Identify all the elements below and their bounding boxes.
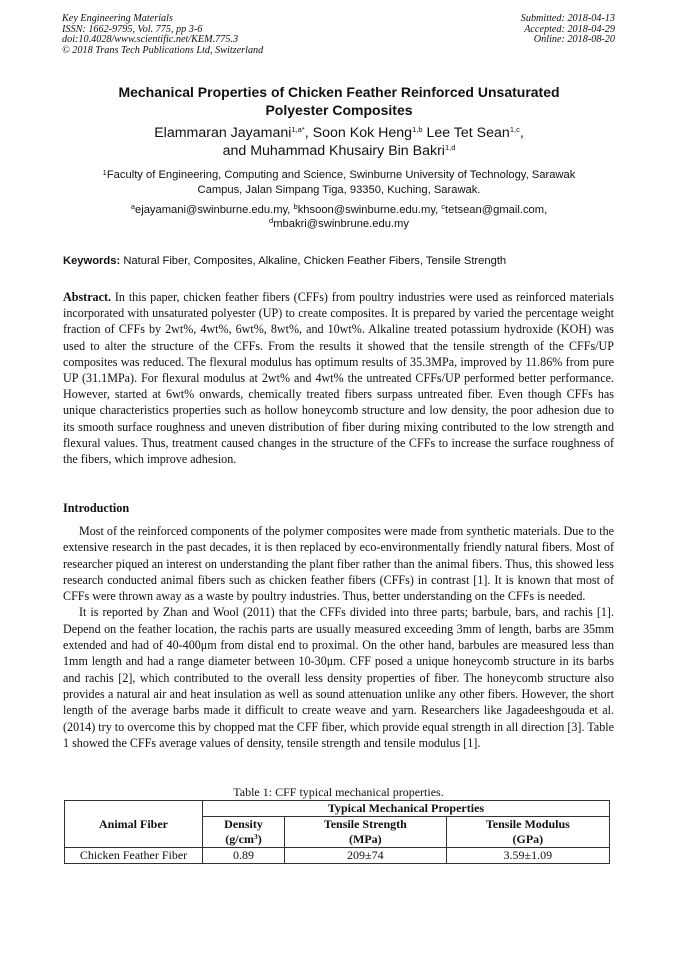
author-name: Elammaran Jayamani bbox=[154, 125, 292, 141]
dates-header bbox=[521, 14, 615, 46]
journal-name: Key Engineering Materials bbox=[62, 13, 173, 24]
journal-doi: doi:10.4028/www.scientific.net/KEM.775.3 bbox=[62, 34, 239, 46]
author-emails: $^a$ejayamani@swinburne.edu.my, $^b$khsoon@swinburne.edu.my, $^c$tetsean@gmail.com, $^d$mbakri@swinbrune.edu.my bbox=[130, 202, 548, 230]
table-cell-tensile-strength: 209±74 bbox=[285, 848, 447, 864]
table-row bbox=[65, 848, 610, 864]
journal-issn: ISSN: 1662-9795, Vol. 775, pp 3-6 bbox=[62, 23, 203, 35]
keywords-text: Natural Fiber, Composites, Alkaline, Chicken Feather Fibers, Tensile Strength bbox=[123, 255, 507, 267]
table-group-header: Typical Mechanical Properties bbox=[203, 801, 610, 817]
table-cell-tensile-modulus: 3.59±1.09 bbox=[446, 848, 609, 864]
table-header-tensile-strength: Tensile Strength (MPa) bbox=[285, 817, 447, 848]
affiliation: $^1$Faculty of Engineering, Computing and Science, Swinburne University of Technology, Sarawak Campus, Jalan Simpang Tiga, 93350, Kuching, Sarawak. bbox=[102, 168, 576, 196]
date-accepted: Accepted: 2018-04-29 bbox=[524, 23, 615, 35]
table-header-density: Density $(g/cm^3)$ bbox=[203, 817, 285, 848]
introduction-body bbox=[63, 523, 614, 751]
keywords-label: Keywords: bbox=[63, 255, 121, 267]
date-submitted: Submitted: 2018-04-13 bbox=[520, 13, 615, 24]
abstract bbox=[63, 289, 614, 467]
table-caption: Table 1: CFF typical mechanical properties. bbox=[233, 785, 444, 799]
paragraph: Most of the reinforced components of the polymer composites were made from synthetic materials. Due to the extensive research in the past decades, it is then replaced by eco-environmentally friendly natural fibers. Most of researcher piqued an interest on understanding the plant fiber rather than the animal fibers. Thus, this showed less research conducted animal fibers such as chicken feather fibers (CFFs) in contrast [1]. It is known that most of CFFs were thrown away as a waste by poultry industries. Thus, better understanding on the CFFs is needed. bbox=[63, 524, 614, 604]
journal-copyright: © 2018 Trans Tech Publications Ltd, Switzerland bbox=[62, 44, 264, 56]
email-link: mbakri@swinbrune.edu.my bbox=[273, 218, 409, 230]
abstract-text: In this paper, chicken feather fibers (CFFs) from poultry industries were used as reinforced materials incorporated with unsaturated polyester (UP) to create composites. It is prepared by varied the percentage weight fraction of CFFs by 2wt%, 4wt%, 6wt%, 8wt%, and 10wt%. Alkaline treated potassium hydroxide (KOH) was used to alter the structure of the CFFs. From the results it showed that the tensile strength of the CFFs/UP composites was reduced. The flexural modulus has optimum results of 35.3MPa, improved by 11.86% from pure UP (31.1MPa). For flexural modulus at 2wt% and 4wt% the untreated CFFs/UP performed better performance. However, started at 6wt% onwards, chemically treated fibers surpass untreated fiber. Even though CFFs has unique characteristics properties such as hollow honeycomb structure and low density, the poor adhesion due to its smooth surface roughness and uneven distribution of fiber during mixing contributed to the low strength and flexural values. Thus, treatment caused changes in the structure of the CFFs to increase the surface roughness of the fibers, which improve adhesion. bbox=[63, 290, 614, 467]
author-name: Lee Tet Sean bbox=[426, 125, 510, 141]
email-link: tetsean@gmail.com, bbox=[445, 204, 548, 216]
paper-title: Mechanical Properties of Chicken Feather Reinforced Unsaturated Polyester Composites bbox=[118, 84, 560, 118]
author-list: Elammaran Jayamani$^{1,a*}$, Soon Kok Heng$^{1,b}$ Lee Tet Sean$^{1,c}$, and Muhammad Khusairy Bin Bakri$^{1,d}$ bbox=[154, 125, 524, 159]
table-cell-density: 0.89 bbox=[203, 848, 285, 864]
date-online: Online: 2018-08-20 bbox=[533, 34, 615, 46]
abstract-label: Abstract. bbox=[63, 290, 112, 304]
section-heading-introduction: Introduction bbox=[63, 501, 130, 515]
properties-table bbox=[64, 800, 610, 864]
email-link: khsoon@swinburne.edu.my, bbox=[297, 204, 439, 216]
keywords bbox=[63, 254, 619, 268]
table-header-tensile-modulus: Tensile Modulus (GPa) bbox=[446, 817, 609, 848]
journal-header bbox=[62, 14, 263, 56]
paragraph: It is reported by Zhan and Wool (2011) that the CFFs divided into three parts; barbule, bars, and rachis [1]. Depend on the feather location, the rachis parts are usually measured exceeding 3mm of length, barbs are 35mm extended and had of 40-400μm from distal end to proximal. On the other hand, barbules are measured less than 1mm length and had a range diameter between 10-30μm. CFF posed a unique honeycomb structure in its barbs and rachis [2], which contributed to the overall less density properties of fiber. The honeycomb structure also provides a natural air and heat insulation as well as sound attenuation unlike any other fibers. However, the short length of the average barbs made it difficult to create weave and yarn. Researchers like Jagadeeshgouda et al. (2014) try to overcome this by chopped mat the CFF fiber, which provide equal strength in all direction [3]. Table 1 showed the CFFs average values of density, tensile strength and tensile modulus [1]. bbox=[63, 605, 614, 750]
author-name: Muhammad Khusairy Bin Bakri bbox=[250, 143, 445, 159]
table-header-animal-fiber: Animal Fiber bbox=[65, 801, 203, 848]
author-name: Soon Kok Heng bbox=[312, 125, 413, 141]
table-cell-fiber: Chicken Feather Fiber bbox=[65, 848, 203, 864]
email-link: ejayamani@swinburne.edu.my, bbox=[134, 204, 291, 216]
